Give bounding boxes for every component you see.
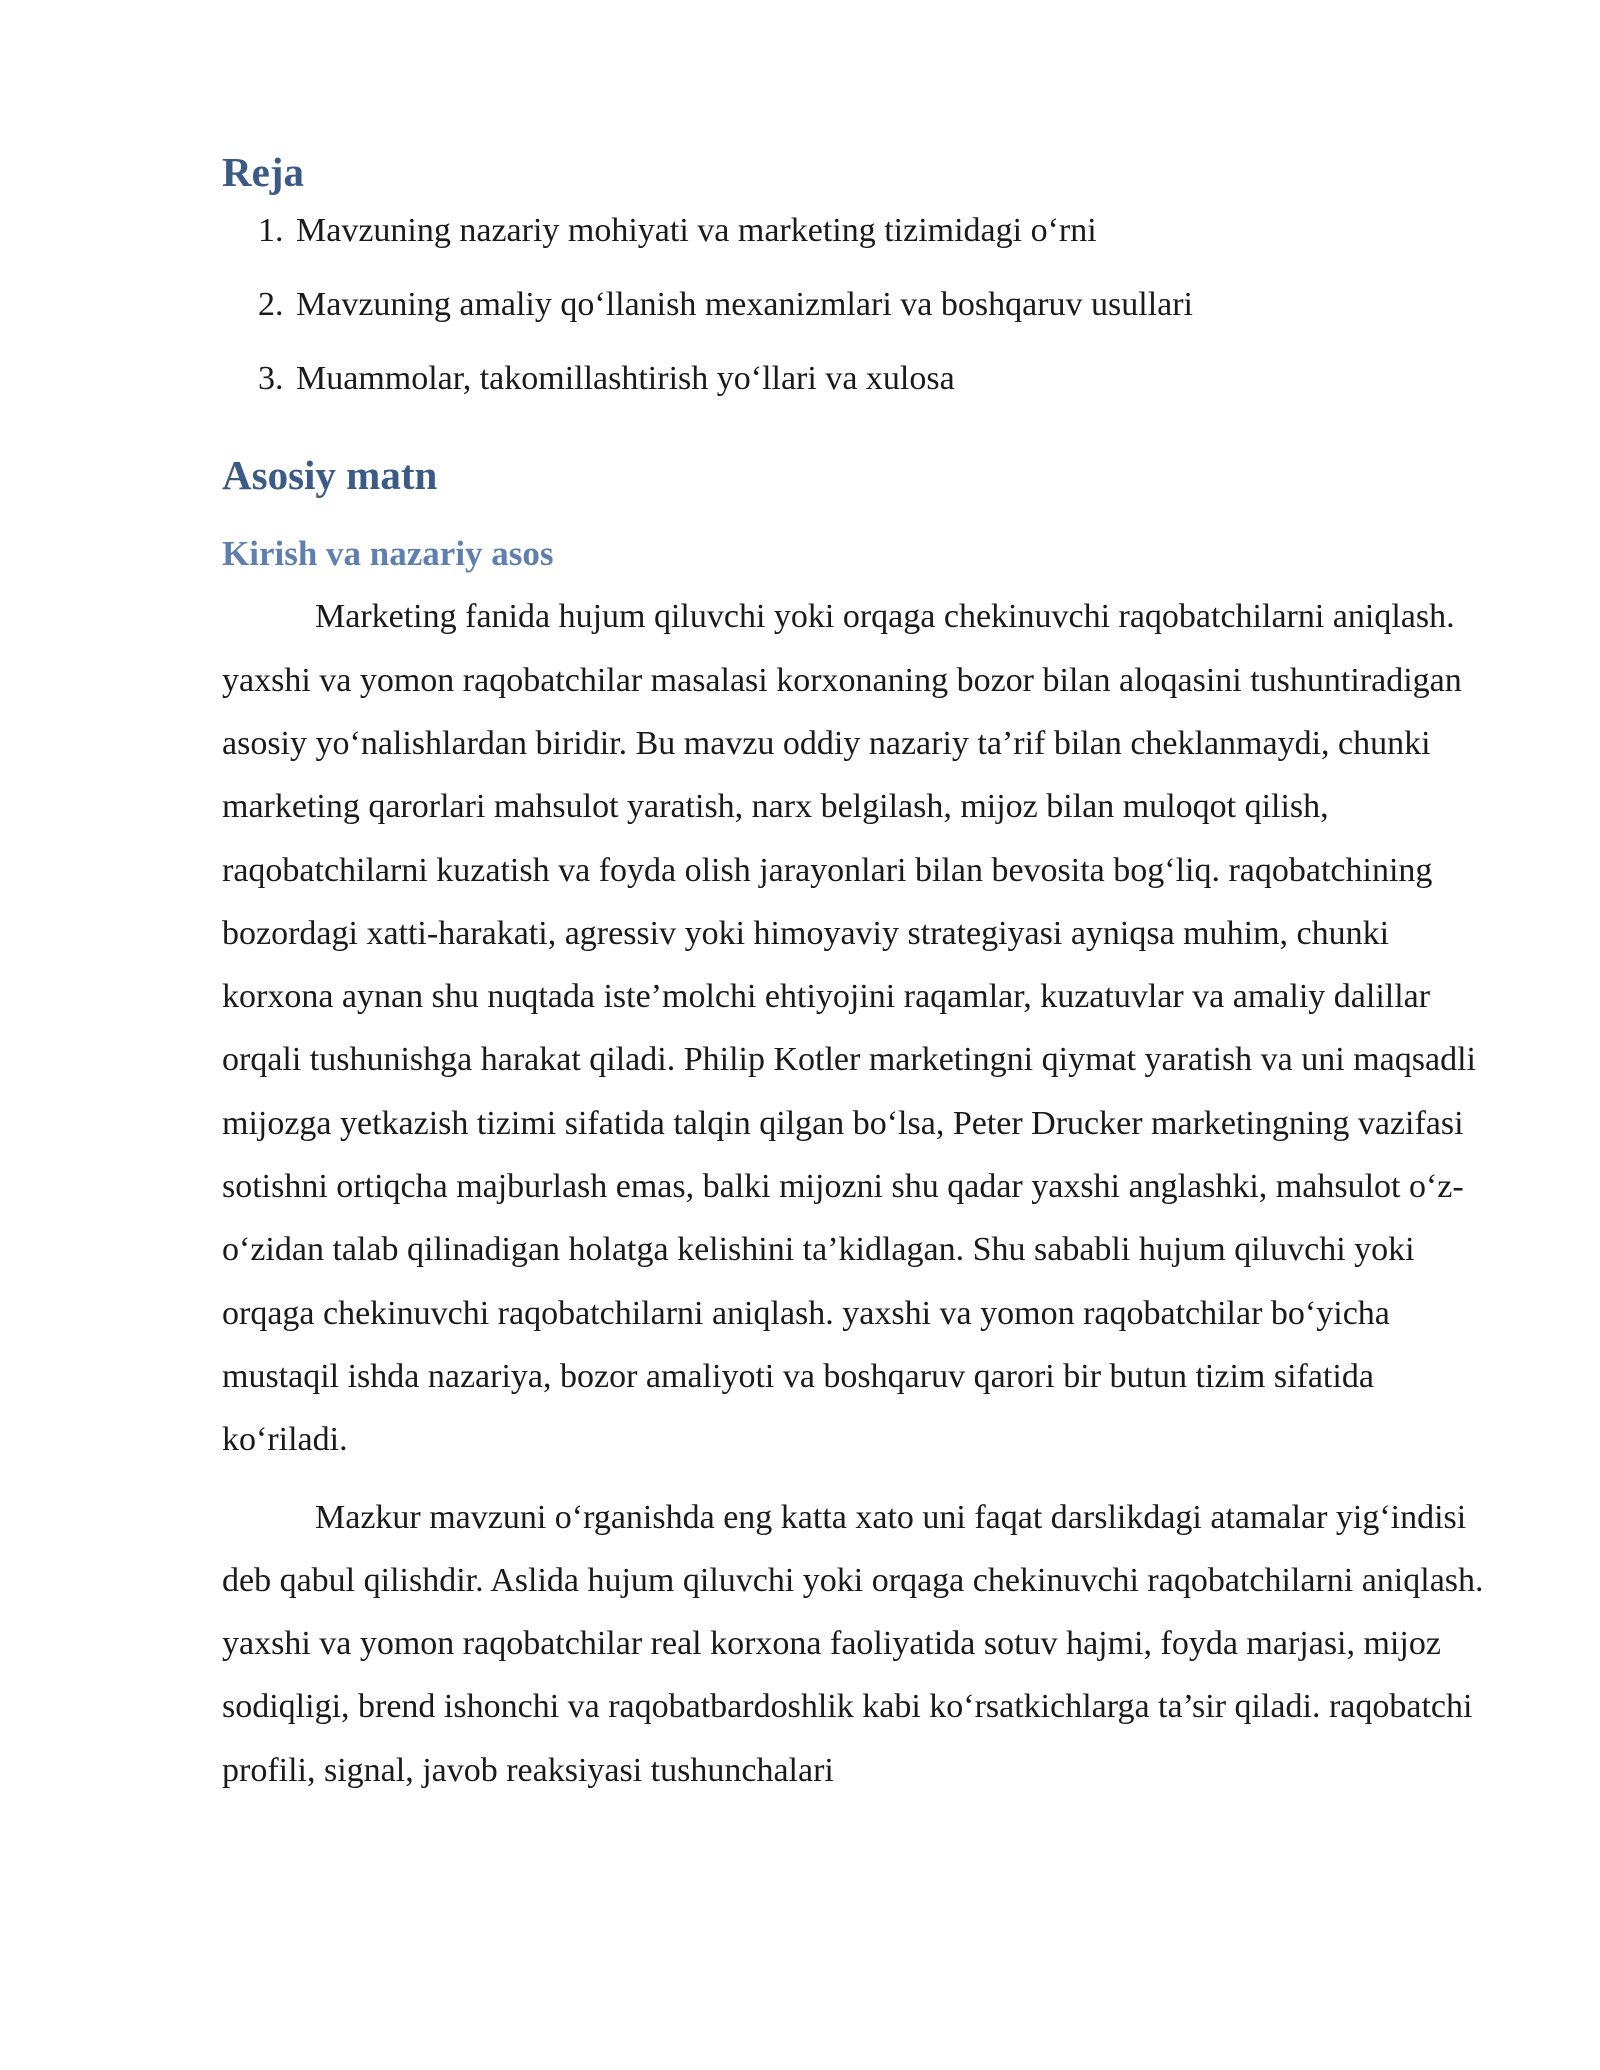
plan-item-text: Mavzuning nazariy mohiyati va marketing tizimidagi o‘rni (296, 212, 1097, 250)
plan-item-text: Mavzuning amaliy qo‘llanish mexanizmlari va boshqaruv usullari (296, 286, 1193, 324)
main-heading: Asosiy matn (222, 452, 438, 499)
plan-item-text: Muammolar, takomillashtirish yo‘llari va xulosa (296, 360, 955, 398)
section-heading: Kirish va nazariy asos (222, 534, 554, 574)
plan-item-number: 1. (258, 212, 284, 250)
plan-item (222, 285, 1492, 325)
body-paragraph: Mazkur mavzuni o‘rganishda eng katta xato uni faqat darslikdagi atamalar yig‘indisi deb qabul qilishdir. Aslida hujum qiluvchi yoki orqaga chekinuvchi raqobatchilarni aniqlash. yaxshi va yomon raqobatchilar real korxona faoliyatida sotuv hajmi, foyda marjasi, mijoz sodiqligi, brend ishonchi va raqobatbardoshlik kabi ko‘rsatkichlarga ta’sir qiladi. raqobatchi profili, signal, javob reaksiyasi tushunchalari (222, 1498, 1484, 1789)
document-body (222, 142, 1492, 1802)
plan-list (222, 211, 1492, 399)
plan-item (222, 359, 1492, 399)
plan-heading: Reja (222, 149, 304, 195)
plan-item-number: 2. (258, 286, 284, 324)
plan-item (222, 211, 1492, 251)
plan-item-number: 3. (258, 360, 284, 398)
body-paragraph: Marketing fanida hujum qiluvchi yoki orqaga chekinuvchi raqobatchilarni aniqlash. yaxshi va yomon raqobatchilar masalasi korxonaning bozor bilan aloqasini tushuntiradigan asosiy yo‘nalishlardan biridir. Bu mavzu oddiy nazariy ta’rif bilan cheklanmaydi, chunki marketing qarorlari mahsulot yaratish, narx belgilash, mijoz bilan muloqot qilish, raqobatchilarni kuzatish va foyda olish jarayonlari bilan bevosita bog‘liq. raqobatchining bozordagi xatti-harakati, agressiv yoki himoyaviy strategiyasi ayniqsa muhim, chunki korxona aynan shu nuqtada iste’molchi ehtiyojini raqamlar, kuzatuvlar va amaliy dalillar orqali tushunishga harakat qiladi. Philip Kotler marketingni qiymat yaratish va uni maqsadli mijozga yetkazish tizimi sifatida talqin qilgan bo‘lsa, Peter Drucker marketingning vazifasi sotishni ortiqcha majburlash emas, balki mijozni shu qadar yaxshi anglashki, mahsulot o‘z-o‘zidan talab qilinadigan holatga kelishini ta’kidlagan. Shu sababli hujum qiluvchi yoki orqaga chekinuvchi raqobatchilarni aniqlash. yaxshi va yomon raqobatchilar bo‘yicha mustaqil ishda nazariya, bozor amaliyoti va boshqaruv qarori bir butun tizim sifatida ko‘riladi. (222, 598, 1476, 1459)
